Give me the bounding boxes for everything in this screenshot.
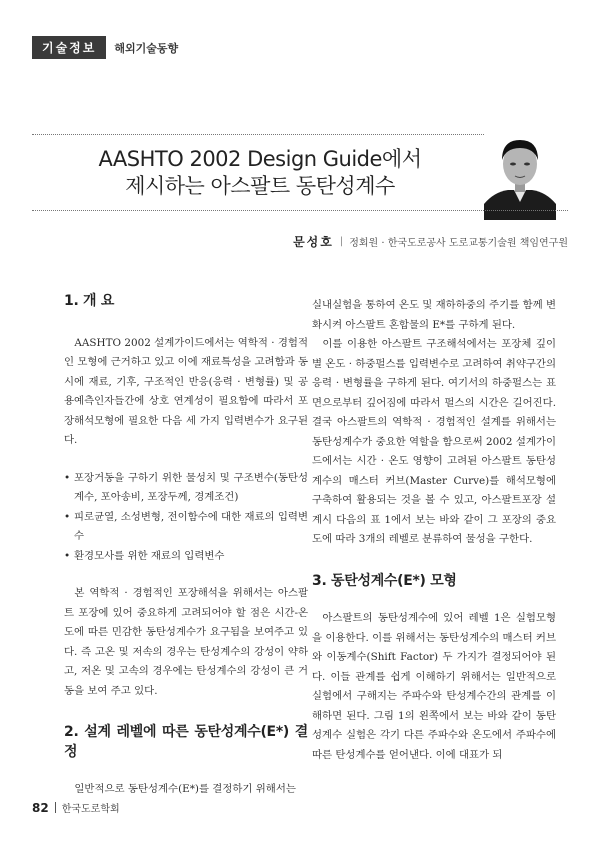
left-column (64, 282, 308, 800)
section-1-paragraph-1: AASHTO 2002 설계가이드에서는 역학적 · 경험적인 모형에 근거하고 있고 이에 재료특성을 고려함과 동시에 재료, 기후, 구조적인 반응(응력 · 변형률) 및 공용예측인자들간에 상호 연계성이 필요함에 따라서 포장해석모형에 필요한 다음 세 가지 입력변수가 요구된다. (64, 336, 308, 446)
input-variables-list (64, 469, 308, 567)
article-title (80, 146, 440, 200)
section-subtitle: 해외기술동향 (114, 41, 179, 55)
section-2-paragraph-1: 일반적으로 동탄성계수(E*)를 결정하기 위해서는 (74, 783, 296, 795)
right-paragraph-1: 실내실험을 통하여 온도 및 재하하중의 주기를 함께 변화시켜 아스팔트 혼합물의 E*를 구하게 된다. (312, 299, 556, 331)
title-line-2: 제시하는 아스팔트 동탄성계수 (125, 174, 395, 198)
section-1-paragraph-2: 본 역학적 · 경험적인 포장해석을 위해서는 아스팔트 포장에 있어 중요하게 고려되어야 할 점은 시간-온도에 따른 민감한 동탄성계수가 요구됨을 보여주고 있다. 즉 고온 및 저속의 경우는 탄성계수의 강성이 약하고, 저온 및 고속의 경우에는 탄성계수의 강성이 큰 거동을 보여 주고 있다. (64, 587, 308, 697)
section-tag: 기술정보 (32, 36, 106, 59)
page-number: 82 (32, 800, 49, 815)
list-item: • 환경모사를 위한 재료의 입력변수 (64, 547, 308, 567)
author-line (293, 233, 568, 250)
journal-name: 한국도로학회 (61, 804, 120, 815)
author-affiliation: 정회원 · 한국도로공사 도로교통기술원 책임연구원 (349, 238, 568, 249)
author-name: 문성호 (293, 235, 334, 249)
title-line-1: AASHTO 2002 Design Guide에서 (98, 147, 422, 171)
footer-divider (55, 802, 56, 813)
section-3-heading: 3. 동탄성계수(E*) 모형 (312, 572, 457, 589)
section-1-heading: 1. 개 요 (64, 293, 115, 309)
right-column (312, 296, 556, 765)
title-divider-top (32, 134, 490, 135)
author-separator: | (339, 236, 344, 247)
right-paragraph-2: 이를 이용한 아스팔트 구조해석에서는 포장체 깊이별 온도 · 하중펄스를 입력변수로 고려하여 취약구간의 응력 · 변형률을 구하게 된다. 여기서의 하중펄스는 표면으로부터 깊어짐에 따라서 펄스의 시간은 길어진다. 결국 아스팔트의 역학적 · 경험적인 설계를 위해서는 동탄성계수가 중요한 역할을 함으로써 2002 설계가이드에서는 시간 · 온도 영향이 고려된 아스팔트 동탄성계수의 매스터 커브(Master Curve)를 해석모형에 구축하여 활용되는 것을 볼 수 있고, 아스팔트포장 설계시 다음의 표 1에서 보는 바와 같이 그 포장의 중요도에 따라 3개의 레벨로 분류하여 물성을 구한다. (312, 338, 556, 545)
author-photo (484, 128, 556, 220)
list-item: • 피로균열, 소성변형, 전이함수에 대한 재료의 입력변수 (64, 508, 308, 547)
title-divider-bottom (32, 210, 568, 211)
section-2-heading: 2. 설계 레벨에 따른 동탄성계수(E*) 결정 (64, 724, 308, 760)
header-bar (32, 36, 178, 59)
section-3-paragraph-1: 아스팔트의 동탄성계수에 있어 레벨 1은 실험모형을 이용한다. 이를 위해서는 동탄성계수의 매스터 커브와 이동계수(Shift Factor) 두 가지가 결정되어야 된다. 이들 관계를 쉽게 이해하기 위해서는 일반적으로 실험에서 구해지는 주파수와 탄성계수간의 관계를 이해하면 된다. 그림 1의 왼쪽에서 보는 바와 같이 동탄성계수 실험은 각기 다른 주파수와 온도에서 주파수에 따른 탄성계수를 얻어낸다. 이에 대표가 되 (312, 612, 556, 761)
page-footer (32, 800, 120, 815)
list-item: • 포장거동을 구하기 위한 물성치 및 구조변수(동탄성계수, 포아송비, 포장두께, 경계조건) (64, 469, 308, 508)
